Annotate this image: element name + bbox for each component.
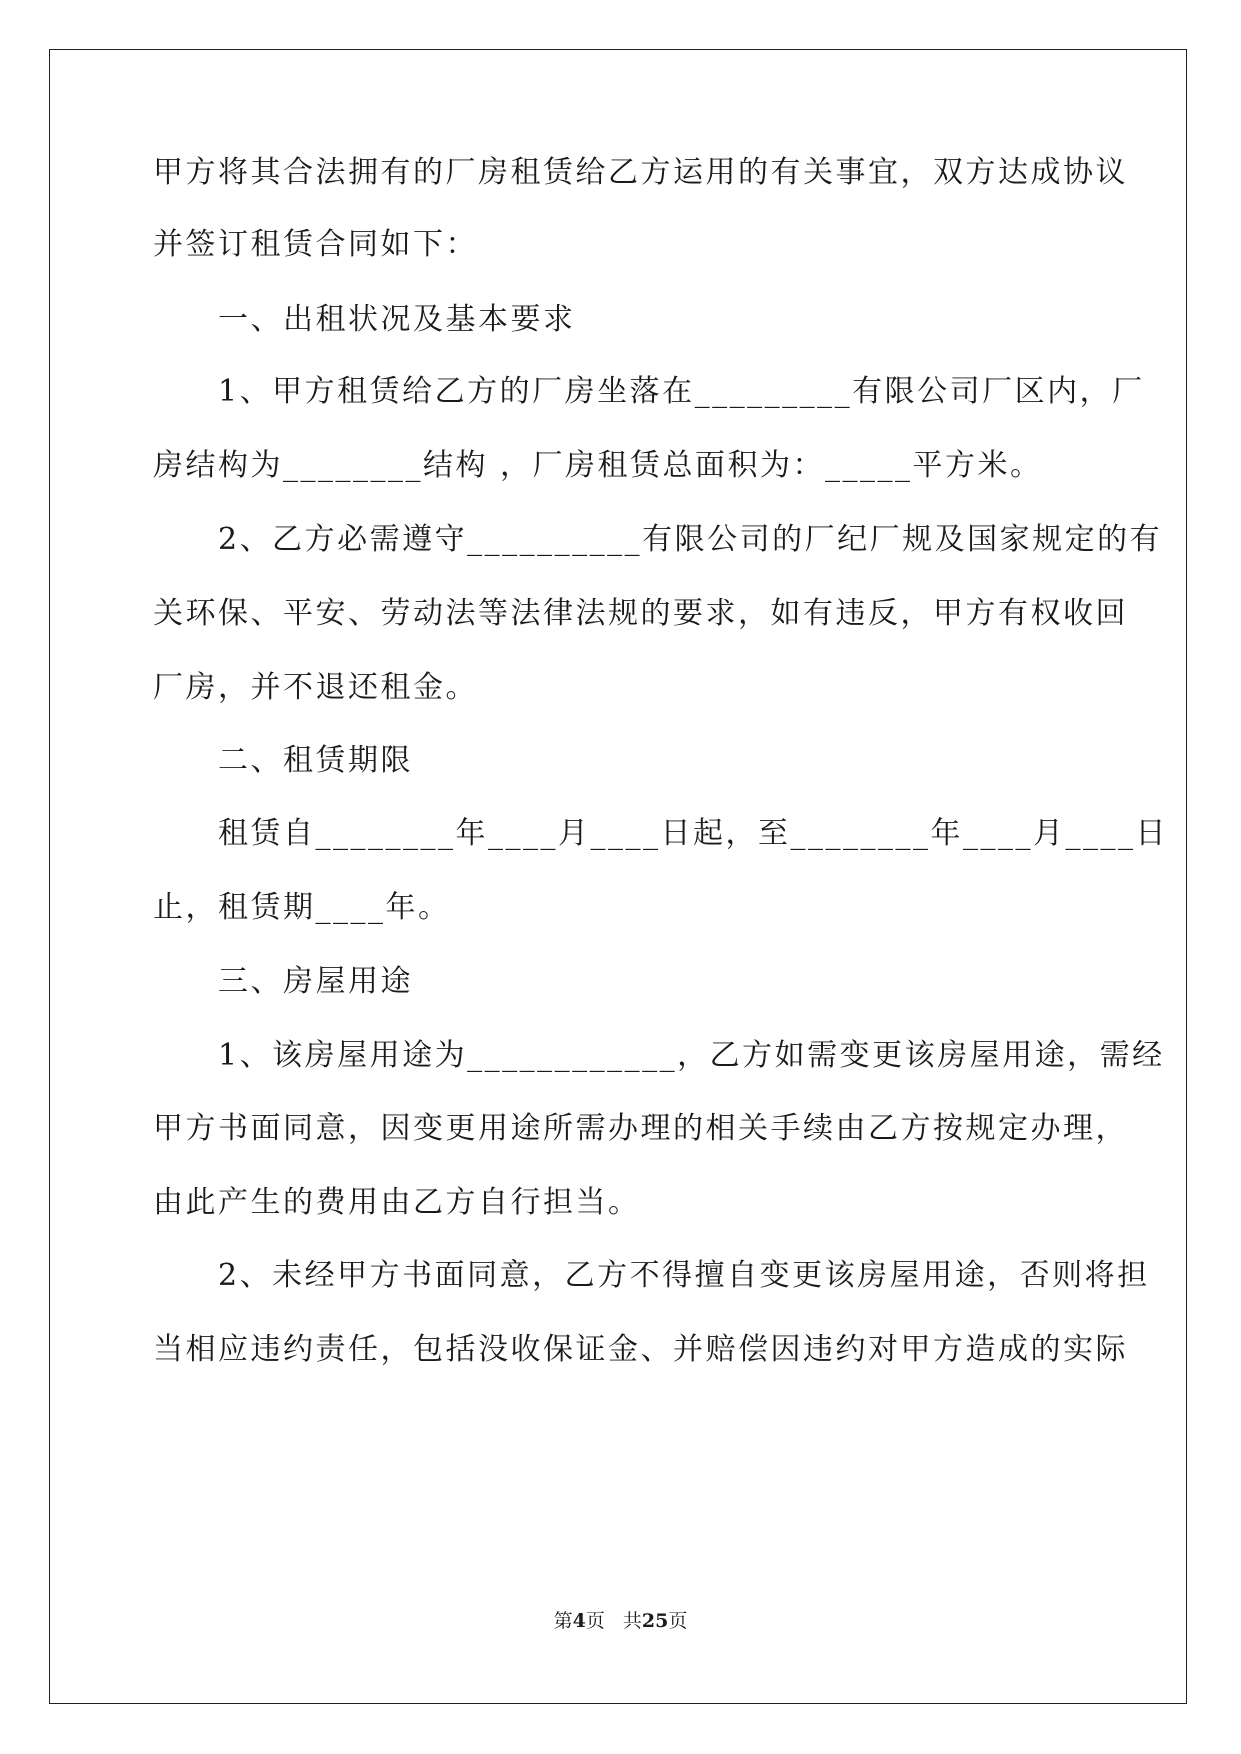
total-prefix: 共 <box>622 1610 642 1632</box>
section-heading: 三、房屋用途 <box>153 964 413 999</box>
total-suffix: 页 <box>668 1610 688 1632</box>
text-line: 当相应违约责任，包括没收保证金、并赔偿因违约对甲方造成的实际 <box>153 1332 1128 1367</box>
text-line: 2、未经甲方书面同意，乙方不得擅自变更该房屋用途，否则将担 <box>153 1258 1150 1293</box>
text-line: 甲方书面同意，因变更用途所需办理的相关手续由乙方按规定办理， <box>153 1111 1128 1146</box>
page-prefix: 第 <box>553 1610 573 1632</box>
text-line: 1、甲方租赁给乙方的厂房坐落在_________有限公司厂区内，厂 <box>153 374 1145 409</box>
section-heading: 一、出租状况及基本要求 <box>153 302 576 337</box>
section-heading: 二、租赁期限 <box>153 743 413 778</box>
page-border <box>49 49 1187 1704</box>
total-pages: 25 <box>641 1610 669 1632</box>
text-line: 房结构为________结构 ，厂房租赁总面积为：_____平方米。 <box>153 448 1043 483</box>
text-line: 并签订租赁合同如下： <box>153 227 478 262</box>
page-number: 4 <box>572 1610 586 1632</box>
text-line: 2、乙方必需遵守__________有限公司的厂纪厂规及国家规定的有 <box>153 522 1163 557</box>
text-line: 1、该房屋用途为____________，乙方如需变更该房屋用途，需经 <box>153 1038 1165 1073</box>
page-footer <box>0 1611 1241 1631</box>
text-line: 租赁自________年____月____日起，至________年____月____日 <box>153 816 1168 851</box>
text-line: 由此产生的费用由乙方自行担当。 <box>153 1185 641 1220</box>
text-line: 关环保、平安、劳动法等法律法规的要求，如有违反，甲方有权收回 <box>153 596 1128 631</box>
text-line: 止，租赁期____年。 <box>153 890 451 925</box>
text-line: 厂房，并不退还租金。 <box>153 670 478 705</box>
text-line: 甲方将其合法拥有的厂房租赁给乙方运用的有关事宜，双方达成协议 <box>153 155 1128 190</box>
page-suffix: 页 <box>585 1610 605 1632</box>
